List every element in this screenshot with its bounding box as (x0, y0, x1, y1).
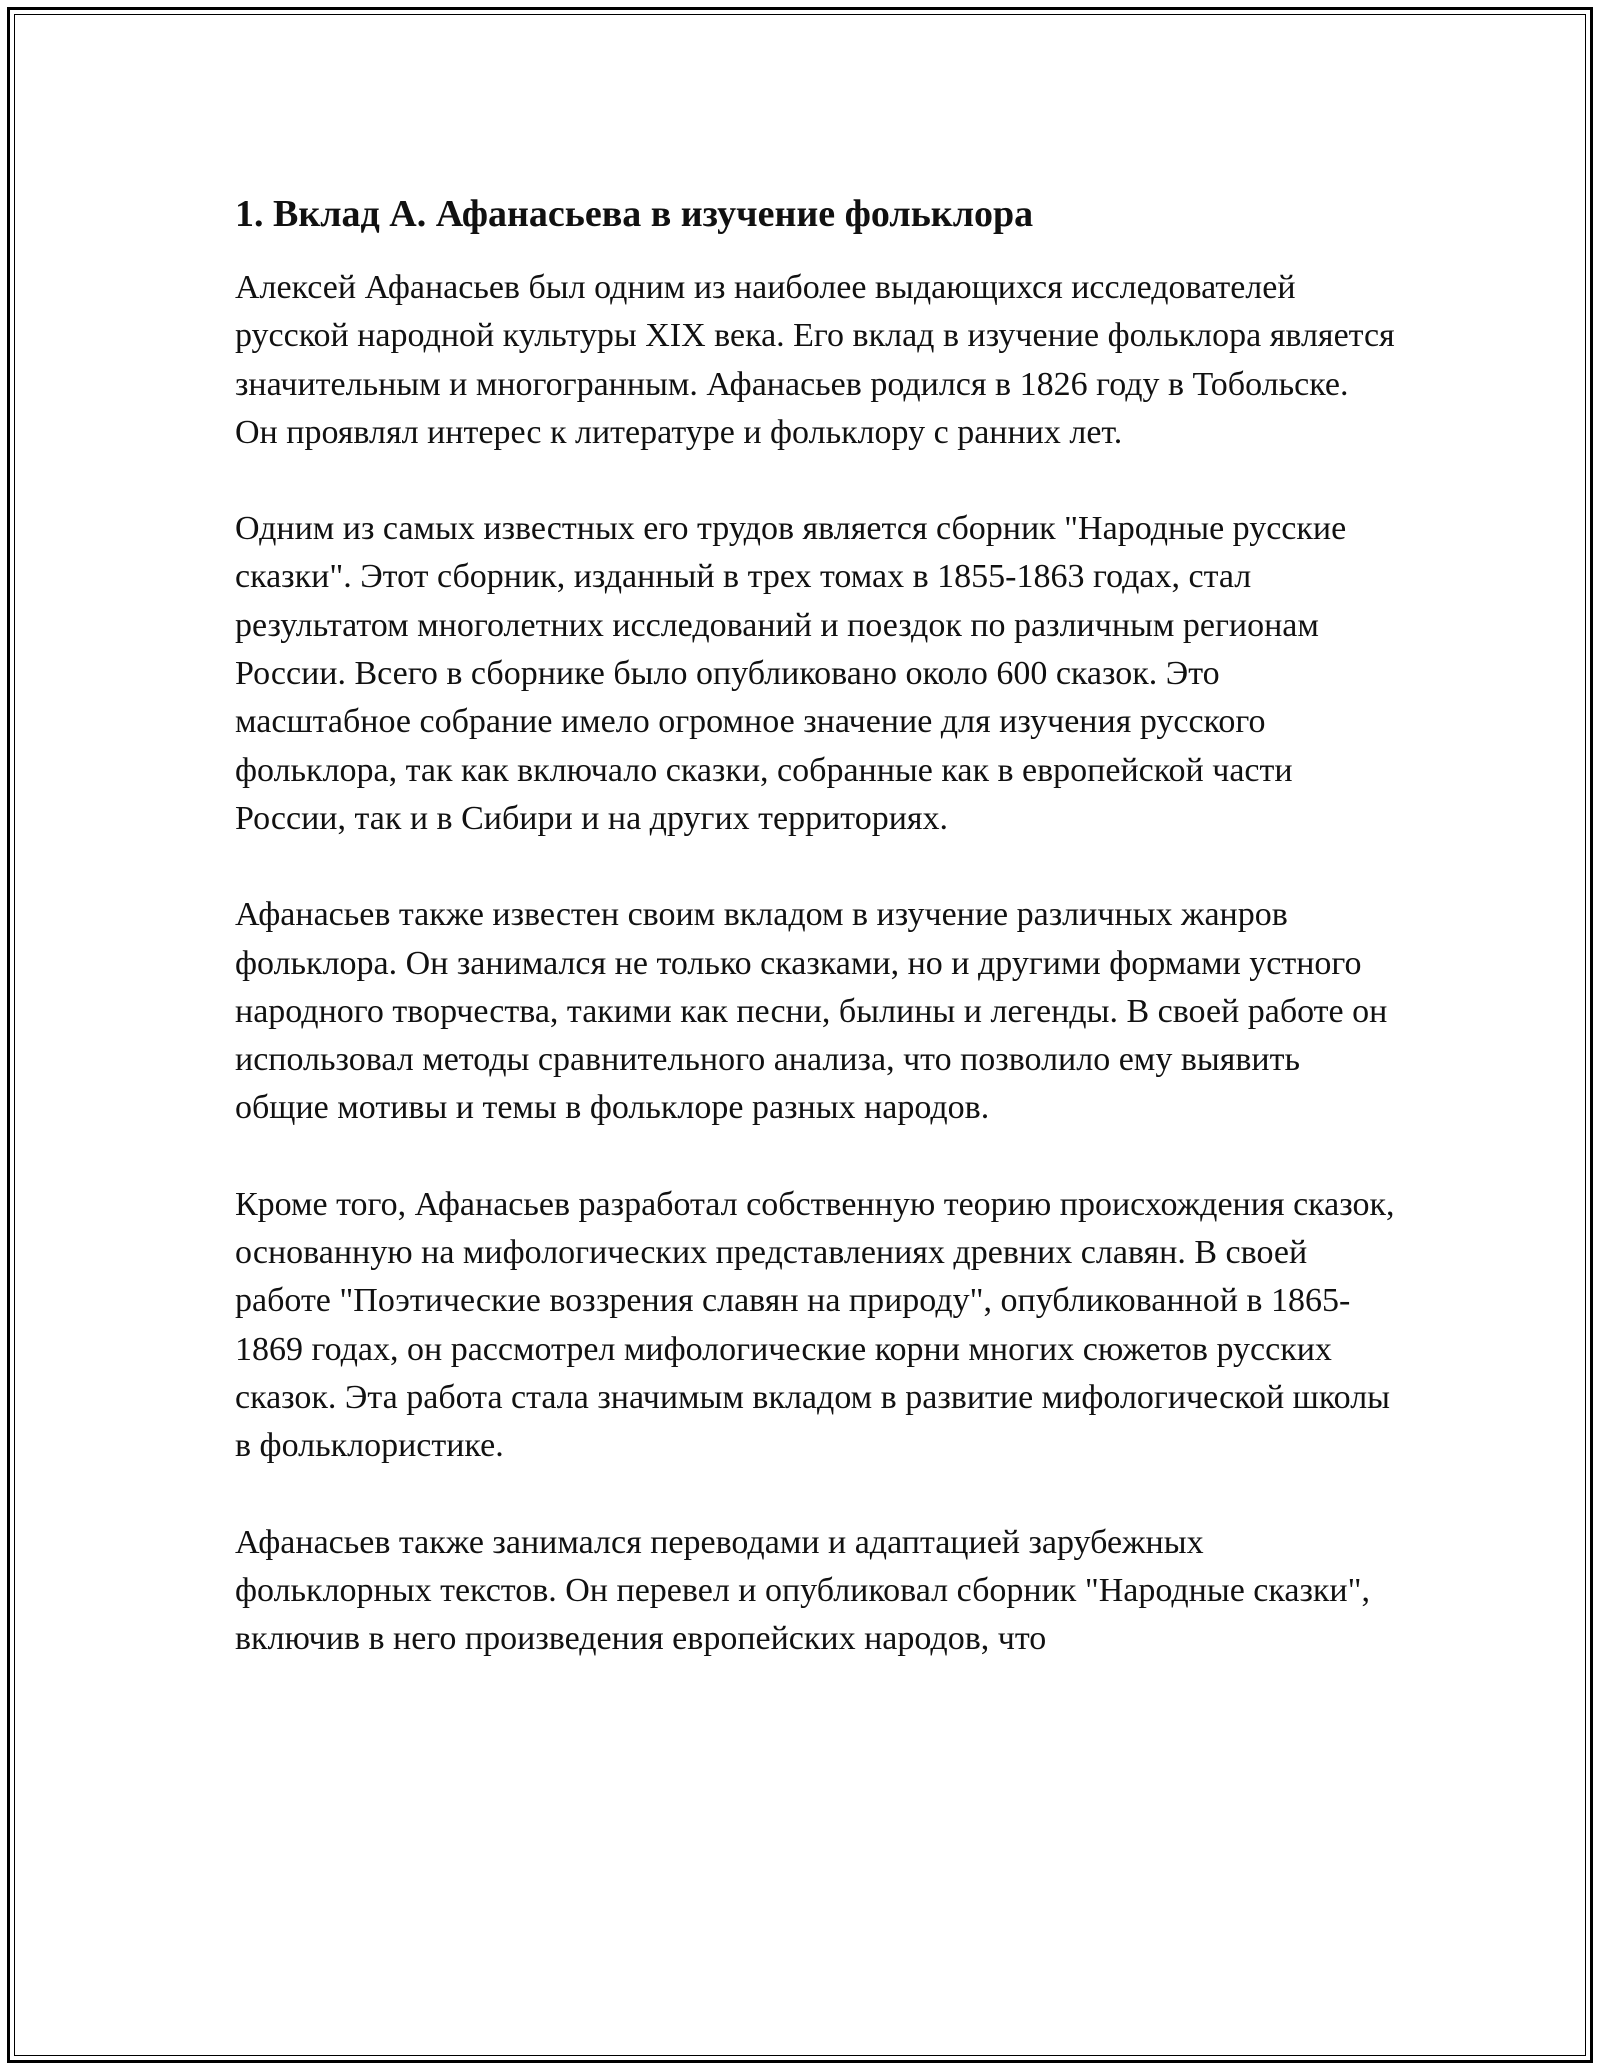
paragraph-4: Кроме того, Афанасьев разработал собственную теорию происхождения сказок, основанную на мифологических представлениях древних славян. В своей работе "Поэтические воззрения славян на природу", опубликованной в 1865-1869 годах, он рассмотрел мифологические корни многих сюжетов русских сказок. Эта работа стала значимым вкладом в развитие мифологической школы в фольклористике. (235, 1185, 1395, 1465)
paragraph-3: Афанасьев также известен своим вкладом в изучение различных жанров фольклора. Он занимался не только сказками, но и другими формами устного народного творчества, такими как песни, былины и легенды. В своей работе он использовал методы сравнительного анализа, что позволило ему выявить общие мотивы и темы в фольклоре разных народов. (235, 896, 1388, 1127)
paragraph-5: Афанасьев также занимался переводами и адаптацией зарубежных фольклорных текстов. Он перевел и опубликовал сборник "Народные сказки", включив в него произведения европейских народов, что (235, 1523, 1370, 1658)
paragraph-1: Алексей Афанасьев был одним из наиболее выдающихся исследователей русской народной культуры XIX века. Его вклад в изучение фольклора является значительным и многогранным. Афанасьев родился в 1826 году в Тобольске. Он проявлял интерес к литературе и фольклору с ранних лет. (235, 269, 1395, 451)
document-body (235, 186, 1395, 1711)
paragraph-2: Одним из самых известных его трудов является сборник "Народные русские сказки". Этот сборник, изданный в трех томах в 1855-1863 годах, стал результатом многолетних исследований и поездок по различным регионам России. Всего в сборнике было опубликовано около 600 сказок. Это масштабное собрание имело огромное значение для изучения русского фольклора, так как включало сказки, собранные как в европейской части России, так и в Сибири и на других территориях. (235, 510, 1347, 837)
section-heading: 1. Вклад А. Афанасьева в изучение фольклора (235, 193, 1034, 235)
